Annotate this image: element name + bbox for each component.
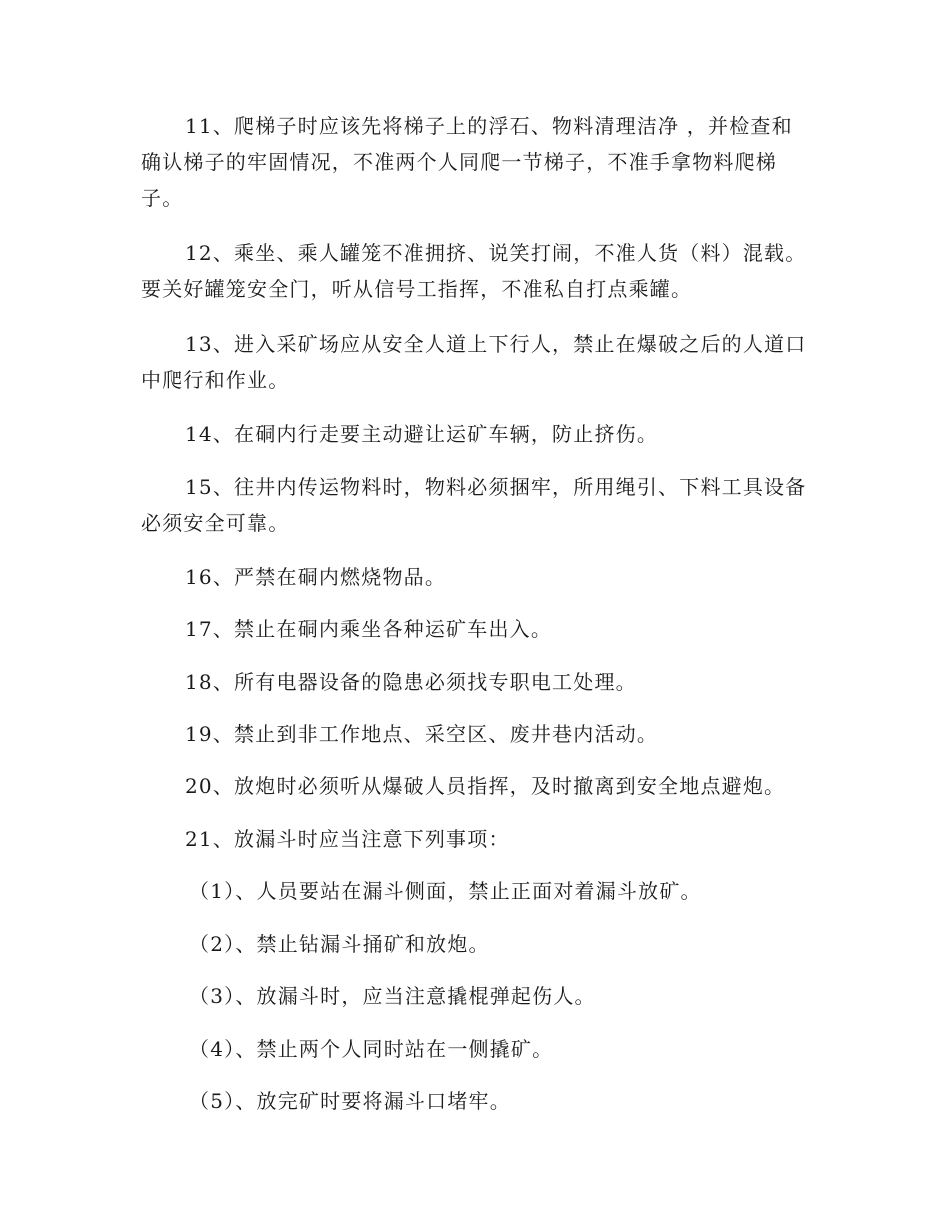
rule-18-paragraph: 18、所有电器设备的隐患必须找专职电工处理。 — [185, 670, 637, 694]
rule-21-sub-1: （1）、人员要站在漏斗侧面，禁止正面对着漏斗放矿。 — [189, 879, 702, 903]
rule-12-paragraph: 12、乘坐、乘人罐笼不准拥挤、说笑打闹，不准人货（料）混载。要关好罐笼安全门，听从信号工指挥，不准私自打点乘罐。 — [141, 241, 807, 301]
rule-13-paragraph: 13、进入采矿场应从安全人道上下行人，禁止在爆破之后的人道口中爬行和作业。 — [141, 332, 807, 392]
rule-21-sub-3: （3）、放漏斗时，应当注意撬棍弹起伤人。 — [189, 984, 596, 1008]
rule-20-paragraph: 20、放炮时必须听从爆破人员指挥，及时撤离到安全地点避炮。 — [185, 774, 786, 798]
rule-14-paragraph: 14、在硐内行走要主动避让运矿车辆，防止挤伤。 — [185, 422, 659, 446]
rule-21-sub-4: （4）、禁止两个人同时站在一侧撬矿。 — [189, 1037, 554, 1061]
rule-21-paragraph: 21、放漏斗时应当注意下列事项： — [185, 827, 510, 851]
rule-17-paragraph: 17、禁止在硐内乘坐各种运矿车出入。 — [185, 617, 553, 641]
rule-21-sub-5: （5）、放完矿时要将漏斗口堵牢。 — [189, 1089, 511, 1113]
rule-21-sub-2: （2）、禁止钻漏斗捅矿和放炮。 — [189, 932, 490, 956]
rule-11-paragraph: 11、爬梯子时应该先将梯子上的浮石、物料清理洁净 ，并检查和确认梯子的牢固情况，不准两个人同爬一节梯子，不准手拿物料爬梯子。 — [141, 114, 793, 210]
rule-16-paragraph: 16、严禁在硐内燃烧物品。 — [185, 565, 447, 589]
rule-15-paragraph: 15、往井内传运物料时，物料必须捆牢，所用绳引、下料工具设备必须安全可靠。 — [141, 475, 807, 535]
rule-19-paragraph: 19、禁止到非工作地点、采空区、废井巷内活动。 — [185, 722, 659, 746]
